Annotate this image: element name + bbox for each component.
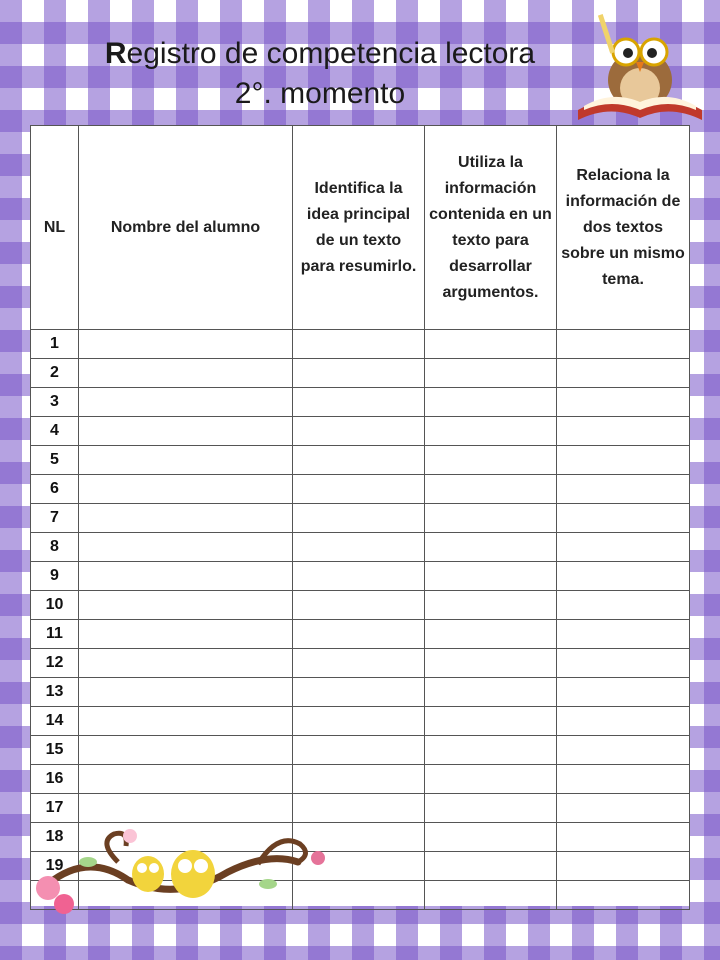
cell-student-name[interactable] (79, 533, 293, 562)
row-number: 4 (31, 417, 79, 446)
cell-main-idea[interactable] (293, 533, 425, 562)
cell-main-idea[interactable] (293, 736, 425, 765)
table-row (31, 330, 690, 359)
cell-two-texts[interactable] (557, 707, 690, 736)
cell-student-name[interactable] (79, 707, 293, 736)
cell-arguments[interactable] (425, 707, 557, 736)
table-row (31, 765, 690, 794)
row-number: 3 (31, 388, 79, 417)
cell-main-idea[interactable] (293, 649, 425, 678)
table-header-row (31, 126, 690, 330)
cell-student-name[interactable] (79, 504, 293, 533)
cell-arguments[interactable] (425, 765, 557, 794)
row-number: 16 (31, 765, 79, 794)
table-row (31, 591, 690, 620)
cell-main-idea[interactable] (293, 765, 425, 794)
row-number: 1 (31, 330, 79, 359)
cell-main-idea[interactable] (293, 794, 425, 823)
cell-arguments[interactable] (425, 823, 557, 852)
cell-arguments[interactable] (425, 504, 557, 533)
table-row (31, 620, 690, 649)
competency-table (30, 125, 690, 910)
table-row (31, 359, 690, 388)
cell-student-name[interactable] (79, 620, 293, 649)
cell-arguments[interactable] (425, 388, 557, 417)
row-number: 9 (31, 562, 79, 591)
cell-two-texts[interactable] (557, 475, 690, 504)
cell-student-name[interactable] (79, 678, 293, 707)
cell-two-texts[interactable] (557, 794, 690, 823)
cell-two-texts[interactable] (557, 446, 690, 475)
row-number: 12 (31, 649, 79, 678)
title-line2: 2°. momento (234, 77, 406, 110)
cell-main-idea[interactable] (293, 591, 425, 620)
cell-student-name[interactable] (79, 330, 293, 359)
cell-arguments[interactable] (425, 562, 557, 591)
cell-main-idea[interactable] (293, 620, 425, 649)
table-row (31, 504, 690, 533)
cell-student-name[interactable] (79, 446, 293, 475)
cell-arguments[interactable] (425, 736, 557, 765)
row-number: 6 (31, 475, 79, 504)
cell-student-name[interactable] (79, 649, 293, 678)
cell-arguments[interactable] (425, 417, 557, 446)
cell-main-idea[interactable] (293, 562, 425, 591)
cell-main-idea[interactable] (293, 881, 425, 910)
title-first-letter: R (104, 37, 127, 70)
cell-arguments[interactable] (425, 881, 557, 910)
cell-main-idea[interactable] (293, 852, 425, 881)
row-number: 13 (31, 678, 79, 707)
header-nl: NL (31, 126, 79, 330)
row-number: 5 (31, 446, 79, 475)
table-row (31, 881, 690, 910)
cell-arguments[interactable] (425, 591, 557, 620)
table-row (31, 533, 690, 562)
table-row (31, 649, 690, 678)
cell-two-texts[interactable] (557, 330, 690, 359)
owl-reading-book-icon (570, 10, 710, 125)
cell-main-idea[interactable] (293, 678, 425, 707)
cell-arguments[interactable] (425, 649, 557, 678)
table-row (31, 475, 690, 504)
row-number: 18 (31, 823, 79, 852)
cell-student-name[interactable] (79, 388, 293, 417)
table-row (31, 446, 690, 475)
cell-arguments[interactable] (425, 475, 557, 504)
cell-student-name[interactable] (79, 359, 293, 388)
cell-main-idea[interactable] (293, 330, 425, 359)
cell-student-name[interactable] (79, 475, 293, 504)
cell-arguments[interactable] (425, 533, 557, 562)
cell-main-idea[interactable] (293, 504, 425, 533)
row-number: 14 (31, 707, 79, 736)
row-number: 11 (31, 620, 79, 649)
table-row (31, 678, 690, 707)
cell-two-texts[interactable] (557, 823, 690, 852)
cell-arguments[interactable] (425, 359, 557, 388)
cell-main-idea[interactable] (293, 388, 425, 417)
cell-arguments[interactable] (425, 446, 557, 475)
cell-two-texts[interactable] (557, 591, 690, 620)
cell-two-texts[interactable] (557, 881, 690, 910)
cell-student-name[interactable] (79, 562, 293, 591)
table-row (31, 417, 690, 446)
cell-arguments[interactable] (425, 678, 557, 707)
cell-main-idea[interactable] (293, 417, 425, 446)
row-number: 17 (31, 794, 79, 823)
cell-student-name[interactable] (79, 591, 293, 620)
cell-two-texts[interactable] (557, 533, 690, 562)
cell-two-texts[interactable] (557, 678, 690, 707)
row-number (31, 881, 79, 910)
cell-arguments[interactable] (425, 620, 557, 649)
cell-arguments[interactable] (425, 852, 557, 881)
row-number: 2 (31, 359, 79, 388)
header-main-idea: Identifica la idea principal de un texto para resumirlo. (293, 126, 425, 330)
cell-main-idea[interactable] (293, 475, 425, 504)
cell-two-texts[interactable] (557, 765, 690, 794)
table-row (31, 707, 690, 736)
competency-table-sheet (30, 125, 689, 906)
cell-main-idea[interactable] (293, 823, 425, 852)
cell-main-idea[interactable] (293, 359, 425, 388)
cell-two-texts[interactable] (557, 504, 690, 533)
table-row (31, 794, 690, 823)
title-line1: egistro de competencia lectora (126, 37, 536, 70)
cell-student-name[interactable] (79, 823, 293, 852)
table-row (31, 823, 690, 852)
page-title (60, 34, 580, 114)
cell-student-name[interactable] (79, 794, 293, 823)
cell-two-texts[interactable] (557, 562, 690, 591)
cell-arguments[interactable] (425, 330, 557, 359)
cell-student-name[interactable] (79, 736, 293, 765)
table-row (31, 562, 690, 591)
row-number: 10 (31, 591, 79, 620)
table-row (31, 388, 690, 417)
cell-main-idea[interactable] (293, 707, 425, 736)
cell-two-texts[interactable] (557, 852, 690, 881)
cell-main-idea[interactable] (293, 446, 425, 475)
cell-student-name[interactable] (79, 852, 293, 881)
row-number: 15 (31, 736, 79, 765)
row-number: 19 (31, 852, 79, 881)
header-two-texts: Relaciona la información de dos textos sobre un mismo tema. (557, 126, 690, 330)
cell-two-texts[interactable] (557, 736, 690, 765)
cell-two-texts[interactable] (557, 649, 690, 678)
cell-two-texts[interactable] (557, 417, 690, 446)
cell-two-texts[interactable] (557, 359, 690, 388)
cell-student-name[interactable] (79, 417, 293, 446)
cell-student-name[interactable] (79, 881, 293, 910)
row-number: 7 (31, 504, 79, 533)
cell-two-texts[interactable] (557, 388, 690, 417)
cell-student-name[interactable] (79, 765, 293, 794)
header-arguments: Utiliza la información contenida en un texto para desarrollar argumentos. (425, 126, 557, 330)
table-row (31, 852, 690, 881)
cell-two-texts[interactable] (557, 620, 690, 649)
row-number: 8 (31, 533, 79, 562)
cell-arguments[interactable] (425, 794, 557, 823)
header-student-name: Nombre del alumno (79, 126, 293, 330)
table-row (31, 736, 690, 765)
